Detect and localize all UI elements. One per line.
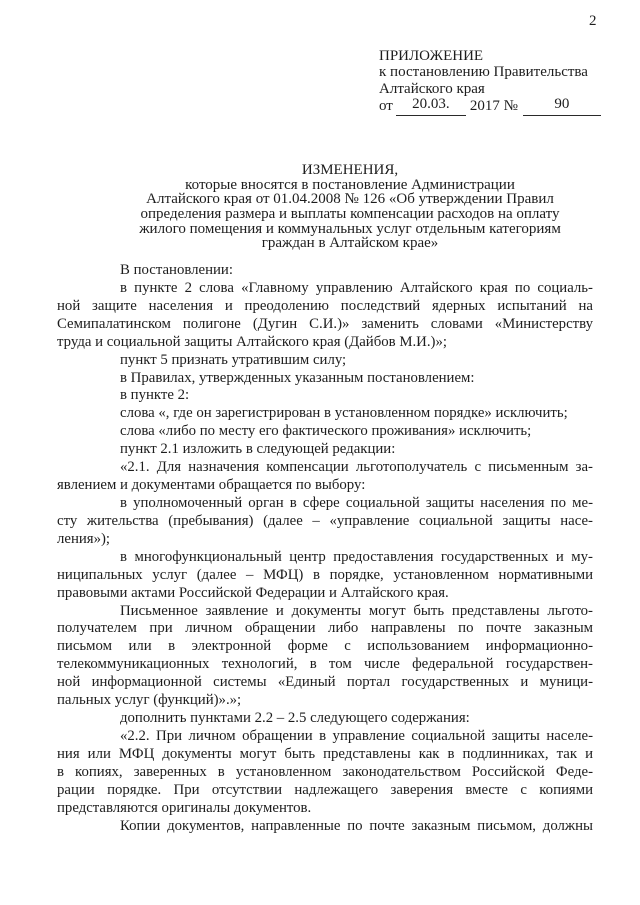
appendix-header-line: Алтайского края — [379, 80, 485, 97]
body-text-line: в копиях, заверенных в установленном законодательством Российской Феде- — [57, 763, 593, 780]
body-text-line: слова «либо по месту его фактического проживания» исключить; — [120, 423, 532, 440]
document-title-line: жилого помещения и коммунальных услуг отдельным категориям — [139, 220, 561, 237]
document-title-line: граждан в Алтайском крае» — [261, 235, 439, 252]
page-number: 2 — [589, 13, 597, 29]
body-text-line: пункт 2.1 изложить в следующей редакции: — [120, 441, 396, 458]
body-text-line: дополнить пунктами 2.2 – 2.5 следующего содержания: — [120, 710, 470, 727]
document-title-line: которые вносятся в постановление Администрации — [185, 176, 515, 193]
body-text-line: представляются оригиналы документов. — [57, 799, 312, 816]
body-text-line: Семипалатинском полигоне (Дугин С.И.)» заменить словами «Министерству — [57, 315, 593, 332]
body-text-line: ной информационной системы «Единый портал государственных и муници- — [57, 674, 593, 691]
body-text-line: ния или МФЦ документы могут быть представлены как в подлинниках, так и — [57, 745, 593, 762]
body-text-line: в Правилах, утвержденных указанным постановлением: — [120, 369, 475, 386]
body-text-line: правовыми актами Российской Федерации и Алтайского края. — [57, 584, 449, 601]
appendix-header-line: к постановлению Правительства — [379, 64, 588, 81]
body-text-line: «2.2. При личном обращении в управление социальной защиты населе- — [120, 727, 593, 744]
body-text-line: рации порядке. При отсутствии надлежащего заверения вместе с копиями — [57, 781, 593, 798]
body-text-line: телекоммуникационных технологий, в том числе федеральной государствен- — [57, 656, 593, 673]
document-body-text — [57, 262, 593, 836]
body-text-line: ления»); — [57, 530, 111, 547]
body-text-line: «2.1. Для назначения компенсации льготополучатель с письменным за- — [120, 459, 593, 476]
document-title-line: определения размера и выплаты компенсации расходов на оплату — [140, 206, 560, 223]
body-text-line: Копии документов, направленные по почте заказным письмом, должны — [120, 817, 593, 834]
decree-number-value: 90 — [554, 96, 570, 113]
body-text-line: ной защите населения и преодолению последствий ядерных испытаний на — [57, 297, 593, 314]
body-text-line: ниципальных услуг (далее – МФЦ) в порядке, установленном нормативными — [57, 566, 593, 583]
body-text-line: пальных услуг (функций)».»; — [57, 692, 242, 709]
appendix-header — [379, 48, 601, 116]
document-title-line: ИЗМЕНЕНИЯ, — [301, 162, 399, 178]
body-text-line: в пункте 2 слова «Главному управлению Алтайского края по социаль- — [120, 279, 593, 296]
body-text-line: в пункте 2: — [120, 387, 190, 404]
body-text-line: труда и социальной защиты Алтайского края (Дайбов М.И.)»; — [57, 333, 447, 350]
body-text-line: явлением и документами обращается по выбору: — [57, 477, 366, 494]
document-title-line: Алтайского края от 01.04.2008 № 126 «Об утверждении Правил — [146, 191, 554, 208]
body-text-line: письмом или в электронной форме с использованием информационно- — [57, 638, 593, 655]
body-text-line: В постановлении: — [120, 262, 233, 278]
body-text-line: в многофункциональный центр предоставления государственных и му- — [120, 548, 593, 565]
date-value: 20.03. — [412, 96, 450, 113]
number-blank-underline — [523, 98, 601, 115]
date-blank-underline — [396, 98, 466, 115]
body-text-line: сту жительства (пребывания) (далее – «управление социальной защиты насе- — [57, 512, 593, 529]
year-and-number-label: 2017 № — [469, 98, 518, 115]
body-text-line: пункт 5 признать утратившим силу; — [120, 351, 347, 368]
decree-date-line — [379, 98, 601, 116]
body-text-line: слова «, где он зарегистрирован в установленном порядке» исключить; — [120, 405, 568, 422]
body-text-line: Письменное заявление и документы могут быть представлены льгото- — [120, 602, 593, 619]
document-title — [108, 163, 592, 251]
body-text-line: в уполномоченный орган в сфере социальной защиты населения по ме- — [120, 494, 593, 511]
date-prefix-label: от — [379, 98, 393, 115]
appendix-header-lines — [379, 48, 601, 97]
body-text-line: получателем при личном обращении либо направлены по почте заказным — [57, 620, 593, 637]
appendix-header-line: ПРИЛОЖЕНИЕ — [379, 48, 484, 64]
